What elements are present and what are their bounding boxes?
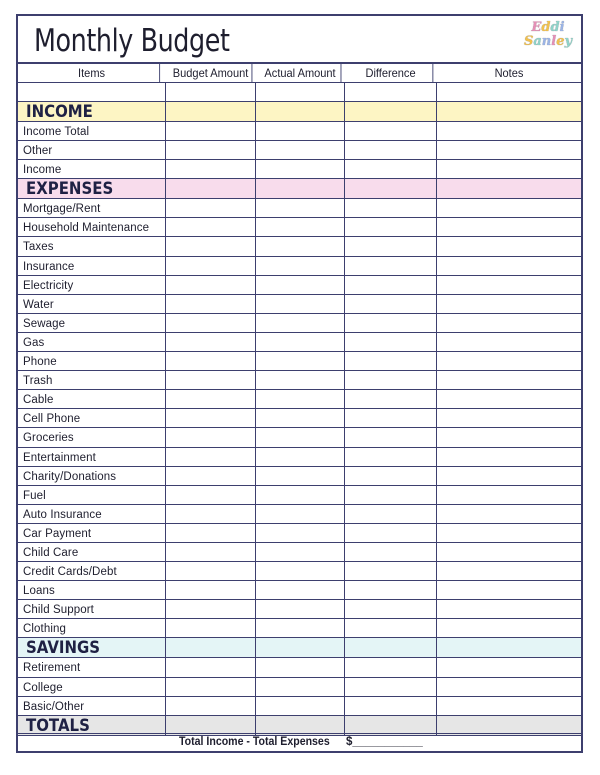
table-row: [18, 276, 581, 295]
item-cell: [18, 160, 166, 178]
notes-cell[interactable]: [437, 678, 581, 696]
budget-amount-cell[interactable]: [166, 352, 256, 370]
difference-cell[interactable]: [345, 716, 437, 735]
notes-cell[interactable]: [437, 199, 581, 217]
table-row: [18, 257, 581, 276]
item-cell: [18, 237, 166, 255]
difference-cell[interactable]: [345, 257, 437, 275]
item-label: Child Support: [23, 604, 94, 617]
budget-amount-cell[interactable]: [166, 562, 256, 580]
item-cell: [18, 524, 166, 542]
difference-cell[interactable]: [345, 295, 437, 313]
item-cell: [18, 218, 166, 236]
actual-amount-cell[interactable]: [256, 295, 345, 313]
budget-amount-cell[interactable]: [166, 581, 256, 599]
table-row: [18, 678, 581, 697]
budget-amount-cell[interactable]: [166, 102, 256, 121]
blank-row: [18, 83, 581, 102]
notes-cell[interactable]: [437, 524, 581, 542]
item-label: Water: [23, 298, 54, 311]
actual-amount-cell[interactable]: [256, 352, 345, 370]
notes-cell[interactable]: [437, 638, 581, 657]
table-row: [18, 448, 581, 467]
item-cell: [18, 122, 166, 140]
actual-amount-cell[interactable]: [256, 83, 345, 101]
actual-amount-cell[interactable]: [256, 102, 345, 121]
item-label: Income: [23, 164, 62, 177]
notes-cell[interactable]: [437, 697, 581, 715]
item-label: Income Total: [23, 126, 90, 138]
difference-cell[interactable]: [345, 390, 437, 408]
difference-cell[interactable]: [345, 697, 437, 715]
notes-cell[interactable]: [437, 102, 581, 121]
notes-cell[interactable]: [437, 658, 581, 676]
difference-cell[interactable]: [345, 543, 437, 561]
difference-cell[interactable]: [345, 562, 437, 580]
actual-amount-cell[interactable]: [256, 638, 345, 657]
difference-cell[interactable]: [345, 658, 437, 676]
difference-cell[interactable]: [345, 638, 437, 657]
notes-cell[interactable]: [437, 141, 581, 159]
actual-amount-cell[interactable]: [256, 448, 345, 466]
budget-amount-cell[interactable]: [166, 371, 256, 389]
table-row: [18, 295, 581, 314]
budget-amount-cell[interactable]: [166, 448, 256, 466]
actual-amount-cell[interactable]: [256, 179, 345, 198]
notes-cell[interactable]: [437, 409, 581, 427]
budget-amount-cell[interactable]: [166, 638, 256, 657]
item-label: Loans: [23, 585, 55, 598]
difference-cell[interactable]: [345, 428, 437, 446]
actual-amount-cell[interactable]: [256, 314, 345, 332]
item-cell: [18, 486, 166, 504]
budget-amount-cell[interactable]: [166, 314, 256, 332]
difference-cell[interactable]: [345, 179, 437, 198]
budget-amount-cell[interactable]: [166, 678, 256, 696]
budget-amount-cell[interactable]: [166, 83, 256, 101]
section-savings: [18, 638, 581, 658]
actual-amount-cell[interactable]: [256, 199, 345, 217]
budget-amount-cell[interactable]: [166, 390, 256, 408]
item-cell: [18, 467, 166, 485]
actual-amount-cell[interactable]: [256, 428, 345, 446]
notes-cell[interactable]: [437, 314, 581, 332]
actual-amount-cell[interactable]: [256, 600, 345, 618]
item-label: Basic/Other: [23, 700, 85, 713]
budget-table: [18, 64, 581, 736]
difference-cell[interactable]: [345, 581, 437, 599]
budget-amount-cell[interactable]: [166, 179, 256, 198]
notes-cell[interactable]: [437, 218, 581, 236]
notes-cell[interactable]: [437, 581, 581, 599]
item-cell: [18, 581, 166, 599]
budget-amount-cell[interactable]: [166, 486, 256, 504]
column-header-budget-amount: Budget Amount: [170, 64, 253, 82]
actual-amount-cell[interactable]: [256, 237, 345, 255]
actual-amount-cell[interactable]: [256, 524, 345, 542]
item-label: College: [23, 681, 63, 694]
budget-amount-cell[interactable]: [166, 122, 256, 140]
table-row: [18, 505, 581, 524]
item-cell: [18, 276, 166, 294]
actual-amount-cell[interactable]: [256, 122, 345, 140]
section-label-totals: TOTALS: [26, 715, 90, 736]
actual-amount-cell[interactable]: [256, 371, 345, 389]
item-label: Trash: [23, 375, 53, 388]
actual-amount-cell[interactable]: [256, 581, 345, 599]
difference-cell[interactable]: [345, 505, 437, 523]
budget-amount-cell[interactable]: [166, 697, 256, 715]
item-cell: [18, 562, 166, 580]
item-cell: [18, 257, 166, 275]
difference-cell[interactable]: [345, 141, 437, 159]
brand-logo: [521, 21, 575, 59]
notes-cell[interactable]: [437, 505, 581, 523]
actual-amount-cell[interactable]: [256, 409, 345, 427]
item-label: Car Payment: [23, 527, 92, 540]
footer-dollar-line[interactable]: $___________: [346, 736, 423, 748]
difference-cell[interactable]: [345, 524, 437, 542]
item-label: Charity/Donations: [23, 470, 117, 483]
budget-sheet: [16, 14, 583, 753]
table-row: [18, 160, 581, 179]
actual-amount-cell[interactable]: [256, 658, 345, 676]
actual-amount-cell[interactable]: [256, 218, 345, 236]
item-cell: [18, 333, 166, 351]
notes-cell[interactable]: [437, 333, 581, 351]
table-row: [18, 697, 581, 716]
notes-cell[interactable]: [437, 352, 581, 370]
item-label: Credit Cards/Debt: [23, 566, 117, 579]
difference-cell[interactable]: [345, 409, 437, 427]
actual-amount-cell[interactable]: [256, 390, 345, 408]
item-cell: [18, 543, 166, 561]
item-label: Sewage: [23, 317, 66, 330]
table-row: [18, 237, 581, 256]
notes-cell[interactable]: [437, 428, 581, 446]
budget-amount-cell[interactable]: [166, 409, 256, 427]
item-label: Fuel: [23, 489, 46, 502]
section-income: [18, 102, 581, 122]
item-label: Household Maintenance: [23, 222, 150, 235]
item-cell: [18, 83, 166, 101]
item-label: Mortgage/Rent: [23, 203, 101, 216]
notes-cell[interactable]: [437, 295, 581, 313]
difference-cell[interactable]: [345, 619, 437, 637]
section-label-income: INCOME: [26, 102, 93, 122]
actual-amount-cell[interactable]: [256, 160, 345, 178]
notes-cell[interactable]: [437, 716, 581, 735]
logo-line-2: Sanley: [523, 34, 573, 49]
table-row: [18, 352, 581, 371]
item-cell: [18, 371, 166, 389]
table-row: [18, 428, 581, 447]
budget-amount-cell[interactable]: [166, 467, 256, 485]
notes-cell[interactable]: [437, 257, 581, 275]
section-expenses: [18, 179, 581, 199]
notes-cell[interactable]: [437, 122, 581, 140]
item-cell: [18, 295, 166, 313]
notes-cell[interactable]: [437, 390, 581, 408]
budget-amount-cell[interactable]: [166, 276, 256, 294]
budget-amount-cell[interactable]: [166, 333, 256, 351]
item-cell: [18, 352, 166, 370]
budget-amount-cell[interactable]: [166, 524, 256, 542]
difference-cell[interactable]: [345, 371, 437, 389]
table-row: [18, 199, 581, 218]
page-title: Monthly Budget: [34, 23, 230, 59]
budget-amount-cell[interactable]: [166, 295, 256, 313]
item-cell: [18, 505, 166, 523]
difference-cell[interactable]: [345, 314, 437, 332]
item-cell: [18, 428, 166, 446]
column-header-notes: Notes: [494, 66, 524, 80]
item-cell: [18, 658, 166, 676]
difference-cell[interactable]: [345, 199, 437, 217]
budget-amount-cell[interactable]: [166, 141, 256, 159]
totals-footer: [18, 733, 581, 751]
table-row: [18, 141, 581, 160]
difference-cell[interactable]: [345, 276, 437, 294]
column-header-item: Items: [24, 64, 160, 82]
notes-cell[interactable]: [437, 467, 581, 485]
section-label-savings: SAVINGS: [26, 638, 101, 659]
difference-cell[interactable]: [345, 102, 437, 121]
notes-cell[interactable]: [437, 237, 581, 255]
item-label: Cell Phone: [23, 413, 81, 426]
actual-amount-cell[interactable]: [256, 678, 345, 696]
actual-amount-cell[interactable]: [256, 257, 345, 275]
item-cell: [18, 409, 166, 427]
actual-amount-cell[interactable]: [256, 486, 345, 504]
actual-amount-cell[interactable]: [256, 141, 345, 159]
section-label-expenses: EXPENSES: [26, 179, 114, 200]
logo-line-1: Eddi: [531, 20, 565, 35]
budget-amount-cell[interactable]: [166, 428, 256, 446]
difference-cell[interactable]: [345, 237, 437, 255]
item-label: Insurance: [23, 260, 75, 273]
column-header-difference: Difference: [349, 64, 434, 82]
item-cell: [18, 678, 166, 696]
item-cell: [18, 199, 166, 217]
notes-cell[interactable]: [437, 179, 581, 198]
notes-cell[interactable]: [437, 371, 581, 389]
actual-amount-cell[interactable]: [256, 276, 345, 294]
table-row: [18, 409, 581, 428]
item-cell: [18, 619, 166, 637]
notes-cell[interactable]: [437, 486, 581, 504]
budget-amount-cell[interactable]: [166, 505, 256, 523]
table-row: [18, 543, 581, 562]
difference-cell[interactable]: [345, 448, 437, 466]
item-label: Taxes: [23, 241, 54, 254]
budget-amount-cell[interactable]: [166, 600, 256, 618]
actual-amount-cell[interactable]: [256, 505, 345, 523]
difference-cell[interactable]: [345, 333, 437, 351]
table-row: [18, 486, 581, 505]
difference-cell[interactable]: [345, 678, 437, 696]
table-row: [18, 562, 581, 581]
difference-cell[interactable]: [345, 83, 437, 101]
table-row: [18, 658, 581, 677]
notes-cell[interactable]: [437, 448, 581, 466]
actual-amount-cell[interactable]: [256, 333, 345, 351]
item-cell: [18, 600, 166, 618]
item-label: Retirement: [23, 662, 81, 675]
actual-amount-cell[interactable]: [256, 467, 345, 485]
table-row: [18, 314, 581, 333]
item-label: Auto Insurance: [23, 508, 102, 521]
actual-amount-cell[interactable]: [256, 543, 345, 561]
budget-amount-cell[interactable]: [166, 199, 256, 217]
item-label: Clothing: [23, 623, 66, 636]
difference-cell[interactable]: [345, 160, 437, 178]
notes-cell[interactable]: [437, 83, 581, 101]
budget-amount-cell[interactable]: [166, 658, 256, 676]
item-label: Cable: [23, 394, 54, 407]
table-row: [18, 619, 581, 638]
footer-label: Total Income - Total Expenses: [179, 736, 330, 748]
item-label: Gas: [23, 336, 45, 349]
notes-cell[interactable]: [437, 600, 581, 618]
budget-amount-cell[interactable]: [166, 237, 256, 255]
table-row: [18, 467, 581, 486]
notes-cell[interactable]: [437, 276, 581, 294]
notes-cell[interactable]: [437, 619, 581, 637]
column-header-actual-amount: Actual Amount: [260, 64, 342, 82]
table-row: [18, 218, 581, 237]
difference-cell[interactable]: [345, 352, 437, 370]
difference-cell[interactable]: [345, 486, 437, 504]
table-row: [18, 371, 581, 390]
budget-amount-cell[interactable]: [166, 257, 256, 275]
budget-amount-cell[interactable]: [166, 543, 256, 561]
column-header-row: [18, 64, 581, 83]
difference-cell[interactable]: [345, 467, 437, 485]
item-cell: [18, 448, 166, 466]
notes-cell[interactable]: [437, 160, 581, 178]
table-row: [18, 333, 581, 352]
item-cell: [18, 697, 166, 715]
table-row: [18, 122, 581, 141]
item-cell: [18, 141, 166, 159]
budget-amount-cell[interactable]: [166, 218, 256, 236]
notes-cell[interactable]: [437, 562, 581, 580]
difference-cell[interactable]: [345, 600, 437, 618]
actual-amount-cell[interactable]: [256, 697, 345, 715]
actual-amount-cell[interactable]: [256, 562, 345, 580]
budget-amount-cell[interactable]: [166, 619, 256, 637]
sheet-header: [18, 16, 581, 64]
actual-amount-cell[interactable]: [256, 619, 345, 637]
item-label: Phone: [23, 356, 57, 369]
table-row: [18, 390, 581, 409]
item-label: Other: [23, 145, 53, 158]
table-row: [18, 524, 581, 543]
table-row: [18, 600, 581, 619]
notes-cell[interactable]: [437, 543, 581, 561]
item-label: Child Care: [23, 546, 79, 559]
item-label: Entertainment: [23, 451, 96, 464]
difference-cell[interactable]: [345, 218, 437, 236]
budget-amount-cell[interactable]: [166, 160, 256, 178]
budget-amount-cell[interactable]: [166, 716, 256, 735]
table-row: [18, 581, 581, 600]
difference-cell[interactable]: [345, 122, 437, 140]
item-label: Electricity: [23, 279, 74, 292]
item-label: Groceries: [23, 432, 74, 445]
actual-amount-cell[interactable]: [256, 716, 345, 735]
item-cell: [18, 390, 166, 408]
item-cell: [18, 314, 166, 332]
